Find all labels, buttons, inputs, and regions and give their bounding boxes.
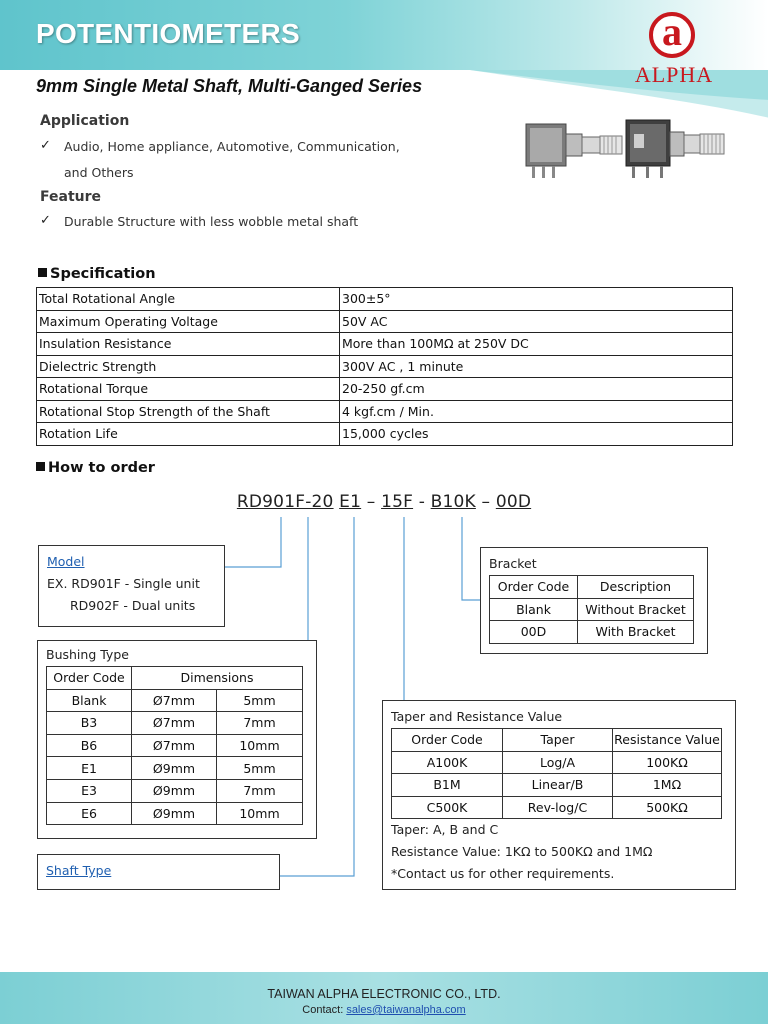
column-header: Order Code bbox=[392, 729, 503, 752]
table-cell: 10mm bbox=[217, 734, 303, 757]
table-header-row bbox=[392, 729, 722, 752]
table-cell: E1 bbox=[47, 757, 132, 780]
column-header: Description bbox=[578, 576, 694, 599]
spec-value: 4 kgf.cm / Min. bbox=[340, 400, 733, 423]
contact-label: Contact: bbox=[302, 1004, 344, 1016]
footer-contact bbox=[0, 1004, 768, 1016]
order-code-separator: - bbox=[418, 492, 426, 512]
feature-bullet: Durable Structure with less wobble metal shaft bbox=[64, 214, 359, 229]
model-example-line2: RD902F - Dual units bbox=[70, 598, 196, 613]
table-cell: B6 bbox=[47, 734, 132, 757]
column-header: Dimensions bbox=[132, 667, 303, 690]
bracket-title: Bracket bbox=[489, 556, 537, 571]
spec-label: Rotational Stop Strength of the Shaft bbox=[37, 400, 340, 423]
footer-company-name: TAIWAN ALPHA ELECTRONIC CO., LTD. bbox=[267, 987, 501, 1001]
order-code-separator: – bbox=[366, 492, 376, 512]
spec-label: Rotation Life bbox=[37, 423, 340, 446]
table-row bbox=[47, 734, 303, 757]
table-cell: Ø7mm bbox=[132, 734, 217, 757]
table-row bbox=[37, 423, 733, 446]
table-cell: Blank bbox=[490, 598, 578, 621]
table-row bbox=[37, 355, 733, 378]
taper-resistance-title: Taper and Resistance Value bbox=[391, 709, 563, 724]
table-cell: C500K bbox=[392, 796, 503, 819]
table-cell: Without Bracket bbox=[578, 598, 694, 621]
table-cell: 1MΩ bbox=[613, 774, 722, 797]
header-wave-decoration bbox=[470, 60, 768, 118]
series-subtitle: 9mm Single Metal Shaft, Multi-Ganged Series bbox=[36, 76, 423, 96]
spec-label: Dielectric Strength bbox=[37, 355, 340, 378]
spec-value: 50V AC bbox=[340, 310, 733, 333]
order-code-bracket: 00D bbox=[495, 492, 532, 512]
bracket-table bbox=[489, 575, 694, 644]
table-cell: Log/A bbox=[503, 751, 613, 774]
table-cell: 10mm bbox=[217, 802, 303, 825]
table-cell: Ø7mm bbox=[132, 712, 217, 735]
order-code-model: RD901F-20 bbox=[236, 492, 334, 512]
contact-email-link[interactable]: sales@taiwanalpha.com bbox=[346, 1004, 466, 1016]
spec-value: More than 100MΩ at 250V DC bbox=[340, 333, 733, 356]
how-to-order-heading: How to order bbox=[36, 460, 155, 476]
column-header: Order Code bbox=[490, 576, 578, 599]
model-example-line1: EX. RD901F - Single unit bbox=[47, 576, 200, 591]
table-row bbox=[37, 400, 733, 423]
order-code-shaft: 15F bbox=[381, 492, 414, 512]
square-bullet-icon bbox=[38, 268, 47, 277]
spec-label: Insulation Resistance bbox=[37, 333, 340, 356]
table-row bbox=[392, 774, 722, 797]
bracket-box bbox=[480, 547, 708, 654]
order-code-taper: B10K bbox=[430, 492, 476, 512]
spec-value: 20-250 gf.cm bbox=[340, 378, 733, 401]
table-cell: Ø7mm bbox=[132, 689, 217, 712]
table-row bbox=[47, 802, 303, 825]
table-cell: 500KΩ bbox=[613, 796, 722, 819]
resistance-range-note: Resistance Value: 1KΩ to 500KΩ and 1MΩ bbox=[391, 844, 653, 859]
table-row bbox=[47, 779, 303, 802]
table-cell: B1M bbox=[392, 774, 503, 797]
application-bullet-line1: Audio, Home appliance, Automotive, Communication, bbox=[64, 139, 400, 154]
order-code-bushing: E1 bbox=[339, 492, 362, 512]
table-row bbox=[37, 378, 733, 401]
model-connector-line bbox=[225, 517, 281, 567]
table-cell: Ø9mm bbox=[132, 757, 217, 780]
bracket-connector-line bbox=[462, 517, 480, 600]
model-box bbox=[38, 545, 225, 627]
column-header: Taper bbox=[503, 729, 613, 752]
application-bullet-line2: and Others bbox=[64, 165, 134, 180]
table-cell: 5mm bbox=[217, 689, 303, 712]
table-row bbox=[392, 751, 722, 774]
table-row bbox=[47, 712, 303, 735]
table-row bbox=[490, 598, 694, 621]
table-cell: 7mm bbox=[217, 712, 303, 735]
table-row bbox=[37, 310, 733, 333]
feature-heading: Feature bbox=[40, 189, 101, 205]
table-header-row bbox=[47, 667, 303, 690]
check-icon: ✓ bbox=[40, 138, 51, 153]
table-cell: 100KΩ bbox=[613, 751, 722, 774]
application-heading: Application bbox=[40, 113, 130, 129]
bushing-type-title: Bushing Type bbox=[46, 647, 129, 662]
spec-value: 300V AC , 1 minute bbox=[340, 355, 733, 378]
table-row bbox=[47, 689, 303, 712]
alpha-logo-letter: a bbox=[662, 9, 682, 54]
table-cell: E3 bbox=[47, 779, 132, 802]
table-cell: 7mm bbox=[217, 779, 303, 802]
bushing-type-table bbox=[46, 666, 303, 825]
table-cell: 5mm bbox=[217, 757, 303, 780]
table-cell: B3 bbox=[47, 712, 132, 735]
order-code-separator: – bbox=[481, 492, 491, 512]
column-header: Resistance Value bbox=[613, 729, 722, 752]
model-title-link[interactable]: Model bbox=[47, 554, 85, 569]
spec-value: 300±5° bbox=[340, 288, 733, 311]
table-cell: A100K bbox=[392, 751, 503, 774]
table-row bbox=[37, 333, 733, 356]
taper-note: Taper: A, B and C bbox=[391, 822, 499, 837]
table-cell: With Bracket bbox=[578, 621, 694, 644]
contact-requirements-note: *Contact us for other requirements. bbox=[391, 866, 615, 881]
shaft-type-link[interactable]: Shaft Type bbox=[46, 863, 112, 878]
table-cell: Blank bbox=[47, 689, 132, 712]
table-cell: E6 bbox=[47, 802, 132, 825]
shaft-type-box bbox=[37, 854, 280, 890]
table-cell: Ø9mm bbox=[132, 802, 217, 825]
taper-resistance-box bbox=[382, 700, 736, 890]
table-cell: Rev-log/C bbox=[503, 796, 613, 819]
square-bullet-icon bbox=[36, 462, 45, 471]
specification-table bbox=[36, 287, 733, 446]
spec-label: Maximum Operating Voltage bbox=[37, 310, 340, 333]
table-row bbox=[392, 796, 722, 819]
bushing-type-box bbox=[37, 640, 317, 839]
table-row bbox=[47, 757, 303, 780]
order-code-example bbox=[0, 492, 768, 512]
alpha-logo-wordmark: ALPHA bbox=[634, 62, 714, 87]
table-header-row bbox=[490, 576, 694, 599]
spec-value: 15,000 cycles bbox=[340, 423, 733, 446]
check-icon: ✓ bbox=[40, 213, 51, 228]
page-title: POTENTIOMETERS bbox=[36, 18, 300, 49]
table-cell: 00D bbox=[490, 621, 578, 644]
table-cell: Linear/B bbox=[503, 774, 613, 797]
table-row bbox=[37, 288, 733, 311]
product-photo bbox=[520, 112, 730, 188]
spec-label: Rotational Torque bbox=[37, 378, 340, 401]
spec-label: Total Rotational Angle bbox=[37, 288, 340, 311]
table-row bbox=[490, 621, 694, 644]
specification-heading: Specification bbox=[38, 266, 156, 282]
column-header: Order Code bbox=[47, 667, 132, 690]
table-cell: Ø9mm bbox=[132, 779, 217, 802]
taper-resistance-table bbox=[391, 728, 722, 819]
